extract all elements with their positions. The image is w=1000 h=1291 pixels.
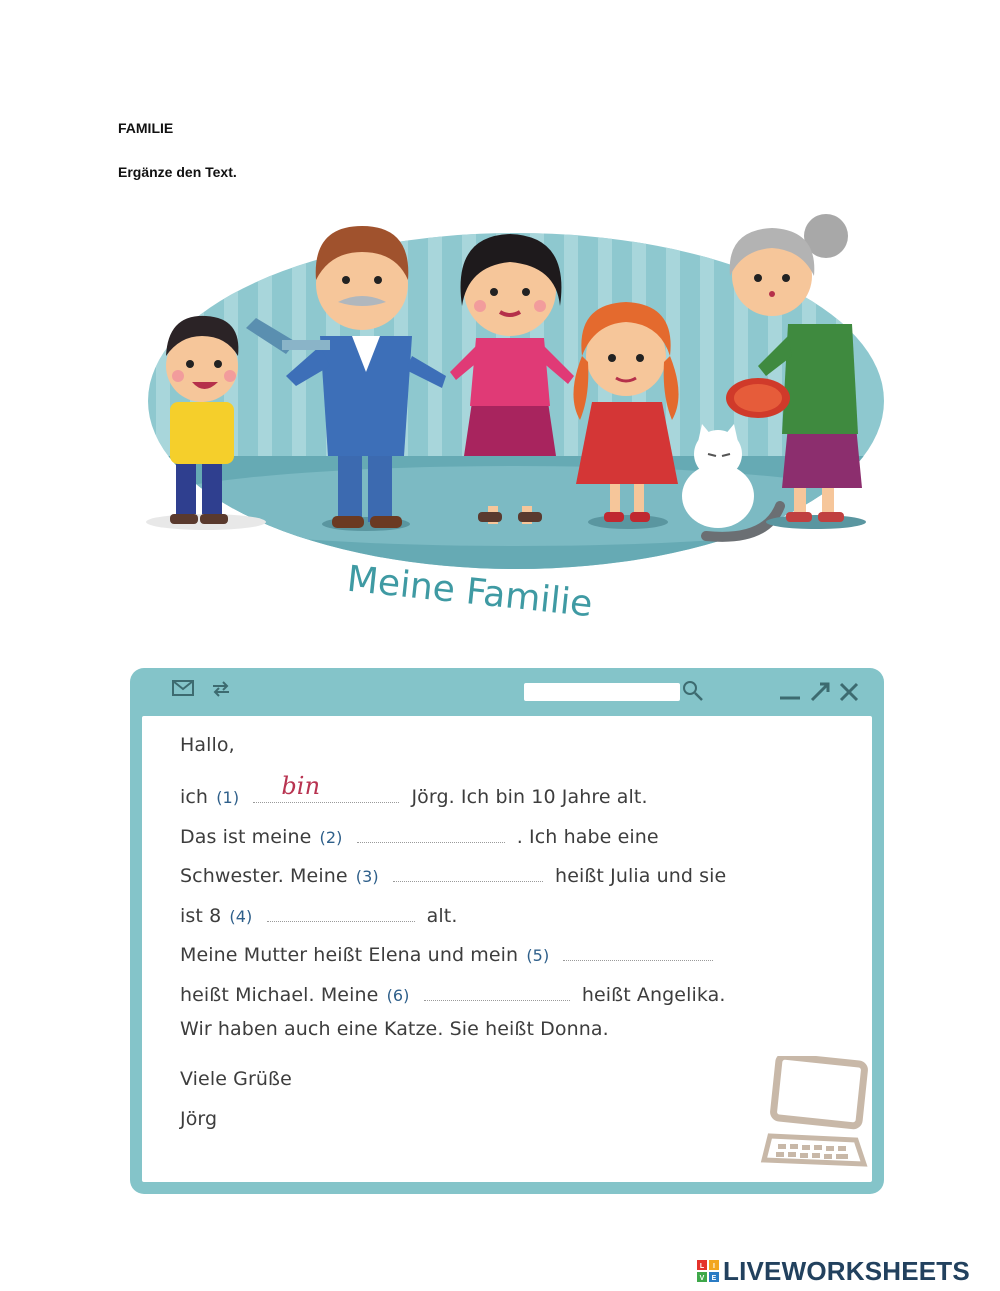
sentence-text: heißt Julia und sie [555,865,727,887]
gap-2-field[interactable] [357,822,505,843]
gap-4-field[interactable] [267,901,415,922]
search-input[interactable] [524,683,680,701]
svg-text:V: V [699,1275,705,1282]
email-body [142,716,872,1182]
gap-1-answer: bin [281,772,321,800]
gap-number: (1) [216,788,240,807]
logo-text: LIVEWORKSHEETS [723,1255,970,1286]
sentence-1 [180,772,648,808]
signature: Jörg [180,1108,218,1130]
computer-icon [760,1056,870,1172]
illustration-caption: Meine Familie [345,558,595,626]
search-icon[interactable] [682,680,704,707]
mail-icon[interactable] [172,680,194,701]
sentence-text: . Ich habe eine [516,826,659,848]
sentence-4 [180,901,457,927]
email-toolbar [130,668,884,716]
sentence-text: alt. [426,905,458,927]
gap-number: (6) [386,986,410,1005]
expand-icon[interactable] [808,682,832,707]
gap-number: (3) [355,867,379,886]
gap-6-field[interactable] [424,980,570,1001]
gap-3-field[interactable] [393,861,543,882]
sentence-text: heißt Michael. Meine [180,984,379,1006]
sentence-text: Schwester. Meine [180,865,348,887]
sentence-text: Jörg. Ich bin 10 Jahre alt. [411,786,648,808]
sentence-2 [180,822,659,848]
liveworksheets-logo[interactable] [697,1256,970,1286]
gap-number: (2) [319,828,343,847]
close-icon[interactable] [838,682,860,707]
signoff: Viele Grüße [180,1068,292,1090]
svg-text:E: E [711,1275,717,1282]
worksheet-instruction: Ergänze den Text. [118,164,237,180]
sentence-text: Das ist meine [180,826,312,848]
family-illustration [146,206,886,638]
gap-number: (5) [526,946,550,965]
refresh-icon[interactable] [210,680,232,703]
svg-text:L: L [699,1263,705,1270]
greeting: Hallo, [180,734,235,756]
sentence-text: Meine Mutter heißt Elena und mein [180,944,519,966]
closing-line: Wir haben auch eine Katze. Sie heißt Donna. [180,1018,609,1040]
svg-text:I: I [713,1263,715,1270]
gap-5-field[interactable] [563,940,713,961]
worksheet-title: FAMILIE [118,120,174,136]
logo-mark-icon [697,1260,719,1282]
gap-number: (4) [229,907,253,926]
sentence-3 [180,861,726,887]
gap-1-field[interactable] [253,772,399,803]
sentence-text: ist 8 [180,905,222,927]
sentence-text: heißt Angelika. [581,984,726,1006]
sentence-6 [180,980,725,1006]
sentence-5 [180,940,719,966]
minimize-icon[interactable] [778,682,802,707]
sentence-text: ich [180,786,209,808]
email-window [130,668,884,1194]
